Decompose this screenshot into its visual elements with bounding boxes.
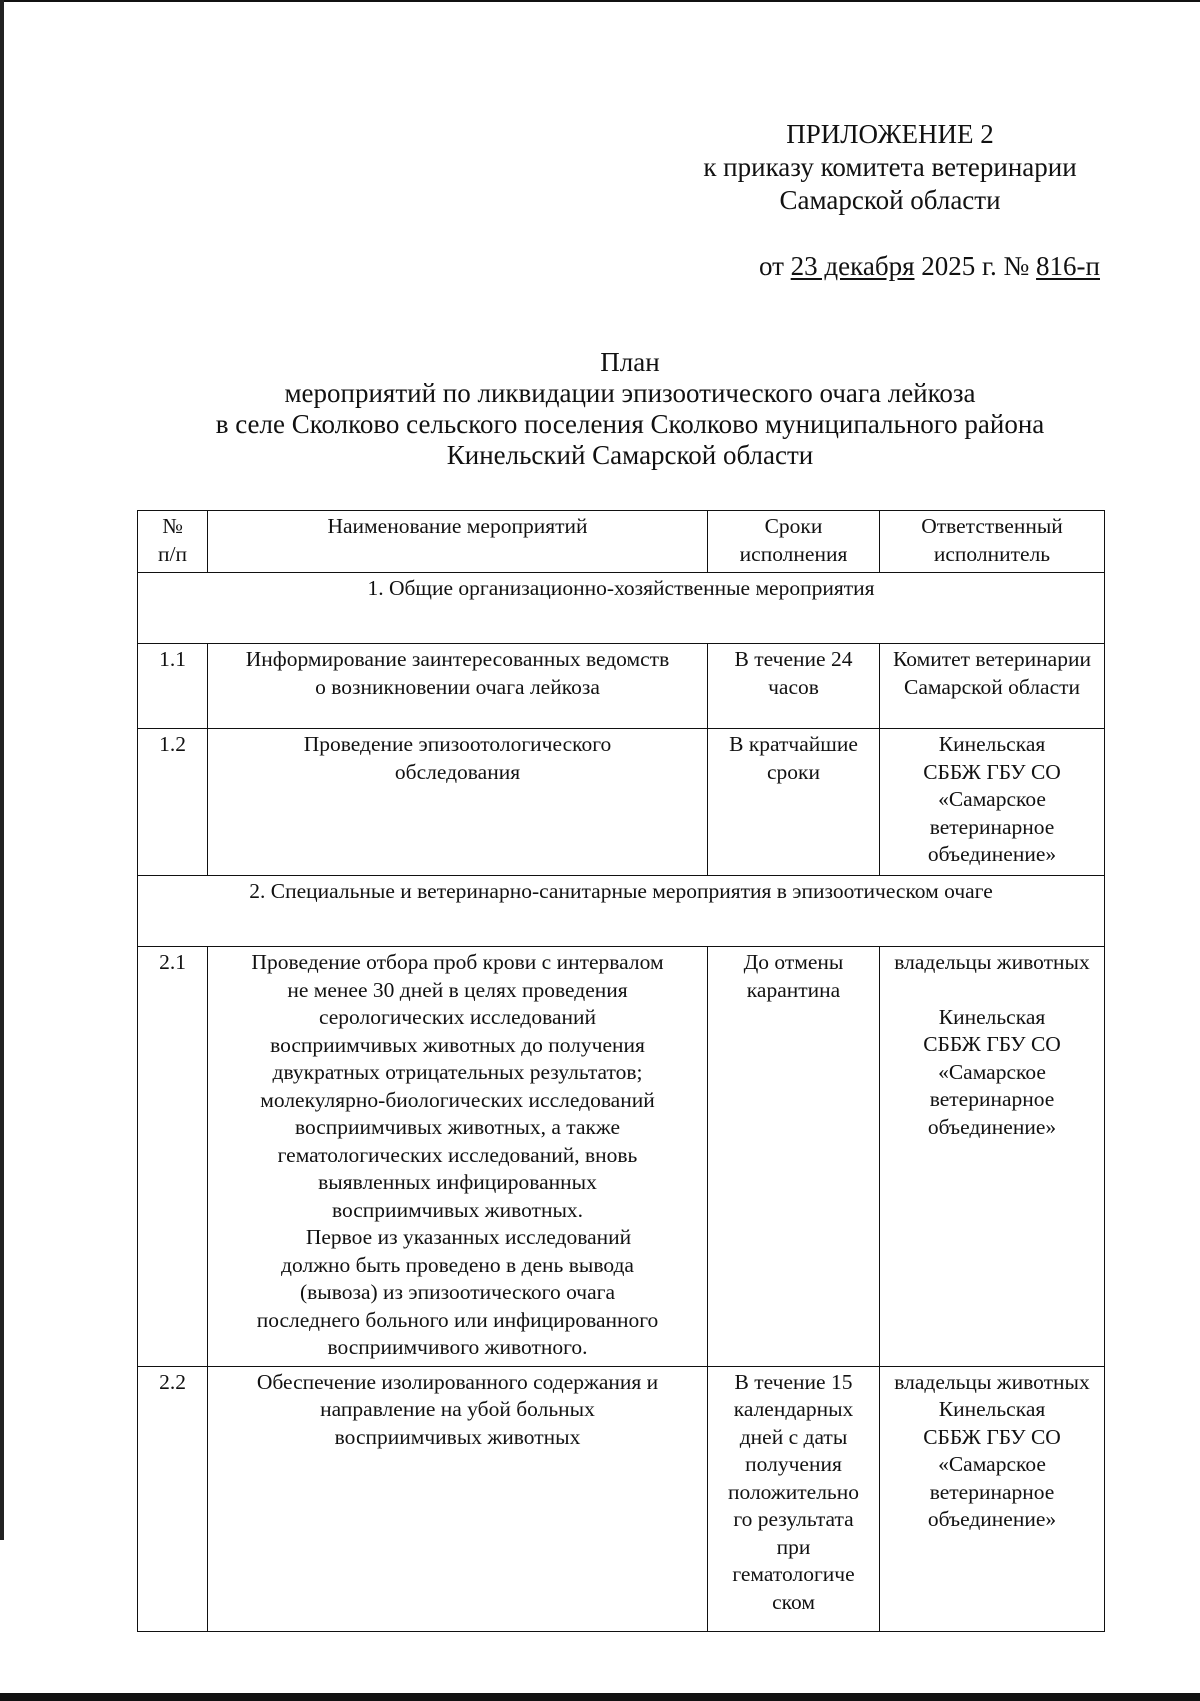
row-term-line: ском	[772, 1589, 815, 1614]
plan-title	[130, 347, 1130, 471]
row-resp-line: Комитет ветеринарии	[892, 647, 1091, 671]
table-row	[138, 947, 1105, 1367]
section-row-2	[138, 876, 1105, 947]
row-name-line: молекулярно-биологических исследований	[260, 1087, 655, 1112]
row-resp-line: СББЖ ГБУ СО	[923, 759, 1061, 784]
row-term-line: положительно	[727, 1479, 859, 1504]
row-resp-line: «Самарское	[938, 1059, 1046, 1084]
row-term-line: дней с даты	[739, 1424, 848, 1449]
row-term-line: В течение 15	[734, 1369, 853, 1394]
row-resp	[880, 1366, 1105, 1631]
row-term-line: сроки	[767, 759, 820, 784]
plan-title-line-1: План	[600, 347, 660, 377]
row-resp-line: владельцы животных	[894, 1369, 1090, 1394]
appendix-header	[680, 118, 1100, 217]
row-term-line: часов	[768, 674, 819, 699]
row-resp	[880, 644, 1105, 729]
row-name-line: обследования	[394, 759, 521, 784]
row-term	[708, 1366, 880, 1631]
row-name-line: восприимчивого животного.	[327, 1335, 588, 1359]
header-num	[138, 511, 208, 573]
header-num-line: п/п	[158, 541, 187, 566]
row-resp-owner: владельцы животных	[894, 950, 1090, 974]
row-resp	[880, 947, 1105, 1367]
appendix-region: Самарской области	[779, 185, 1001, 215]
plan-title-line-4: Кинельский Самарской области	[446, 440, 814, 470]
header-term-line: исполнения	[739, 541, 848, 566]
row-term-line: карантина	[746, 977, 841, 1002]
row-term-line: гематологиче	[732, 1562, 855, 1586]
row-name-line: восприимчивых животных	[334, 1424, 581, 1449]
row-term-line: До отмены	[743, 950, 844, 974]
row-num: 2.1	[138, 947, 208, 1367]
order-date: 23 декабря	[790, 251, 915, 281]
row-term-line: В кратчайшие	[729, 732, 858, 756]
appendix-order-ref: к приказу комитета ветеринарии	[703, 152, 1077, 182]
row-name-line: восприимчивых животных.	[331, 1197, 584, 1222]
row-resp-line: «Самарское	[938, 1452, 1046, 1476]
row-resp-line: Самарской области	[903, 674, 1081, 699]
row-resp-line: Кинельская	[938, 1004, 1046, 1029]
row-name-line: последнего больного или инфицированного	[256, 1307, 659, 1332]
row-num: 1.2	[138, 729, 208, 876]
row-name-line: двукратных отрицательных результатов;	[272, 1060, 643, 1084]
row-name	[208, 947, 708, 1367]
row-resp-line: Кинельская	[938, 1397, 1046, 1421]
header-resp-line: исполнитель	[933, 541, 1051, 566]
row-name-line: восприимчивых животных до получения	[270, 1032, 645, 1057]
row-name	[208, 729, 708, 876]
header-term-line: Сроки	[764, 514, 823, 538]
row-name-line: восприимчивых животных, а также	[294, 1115, 621, 1139]
table-row	[138, 644, 1105, 729]
table-row	[138, 729, 1105, 876]
row-resp-line: Кинельская	[938, 732, 1046, 756]
row-name-line: Проведение эпизоотологического	[303, 732, 612, 756]
table-header-row	[138, 511, 1105, 573]
row-resp-gap	[886, 977, 1098, 1004]
row-name-line: гематологических исследований, вновь	[277, 1142, 638, 1167]
table-row	[138, 1366, 1105, 1631]
order-prefix: от	[758, 251, 784, 281]
row-name-line: выявленных инфицированных	[318, 1170, 597, 1194]
header-resp	[880, 511, 1105, 573]
order-number: 816-п	[1036, 251, 1100, 281]
scan-edge-bottom	[0, 1693, 1200, 1701]
row-term-line: го результата	[733, 1507, 854, 1531]
row-name-line: (вывоза) из эпизоотического очага	[299, 1280, 616, 1304]
header-resp-line: Ответственный	[921, 514, 1063, 538]
header-name: Наименование мероприятий	[208, 511, 708, 573]
order-year: 2025 г. №	[921, 251, 1030, 281]
row-term-line: получения	[745, 1452, 842, 1476]
section-title-2: 2. Специальные и ветеринарно-санитарные мероприятия в эпизоотическом очаге	[138, 876, 1105, 947]
row-resp	[880, 729, 1105, 876]
row-term-line: В течение 24	[734, 647, 853, 671]
row-num: 1.1	[138, 644, 208, 729]
header-num-line: №	[162, 514, 183, 538]
row-resp-line: ветеринарное	[929, 1087, 1055, 1111]
row-term	[708, 729, 880, 876]
row-num: 2.2	[138, 1366, 208, 1631]
row-resp-line: СББЖ ГБУ СО	[923, 1032, 1061, 1056]
row-name-line: Проведение отбора проб крови с интервалом	[251, 950, 664, 974]
row-name-line: серологических исследований	[318, 1005, 597, 1029]
row-term	[708, 644, 880, 729]
row-name	[208, 1366, 708, 1631]
header-term	[708, 511, 880, 573]
row-resp-line: ветеринарное	[929, 1479, 1055, 1504]
row-term-line: календарных	[733, 1397, 854, 1421]
row-name-line: направление на убой больных	[320, 1397, 595, 1421]
row-name-line: Информирование заинтересованных ведомств	[245, 647, 670, 671]
row-resp-line: ветеринарное	[929, 814, 1055, 839]
row-resp-line: СББЖ ГБУ СО	[923, 1424, 1061, 1449]
section-row-1	[138, 573, 1105, 644]
row-name-line: Обеспечение изолированного содержания и	[256, 1369, 659, 1394]
scan-edge-left	[0, 0, 4, 1540]
row-name-line: о возникновении очага лейкоза	[315, 674, 600, 699]
row-resp-line: объединение»	[927, 1114, 1057, 1139]
section-title-1: 1. Общие организационно-хозяйственные мероприятия	[138, 573, 1105, 644]
appendix-title: ПРИЛОЖЕНИЕ 2	[786, 119, 994, 149]
row-name-line: Первое из указанных исследований	[305, 1225, 632, 1249]
row-resp-line: объединение»	[927, 1507, 1057, 1531]
scan-edge-top	[0, 0, 1200, 5]
order-line	[700, 250, 1100, 283]
row-term	[708, 947, 880, 1367]
row-term-line: при	[776, 1534, 811, 1559]
row-name-line-indented	[214, 1224, 701, 1252]
row-resp-line: объединение»	[927, 842, 1057, 866]
plan-title-line-3: в селе Сколково сельского поселения Сколково муниципального района	[215, 409, 1045, 439]
row-resp-line: «Самарское	[938, 787, 1046, 811]
row-name	[208, 644, 708, 729]
row-name-line: должно быть проведено в день вывода	[281, 1252, 634, 1277]
plan-title-line-2: мероприятий по ликвидации эпизоотического очага лейкоза	[284, 378, 976, 408]
row-name-line: не менее 30 дней в целях проведения	[287, 977, 628, 1002]
plan-table	[137, 510, 1105, 1632]
